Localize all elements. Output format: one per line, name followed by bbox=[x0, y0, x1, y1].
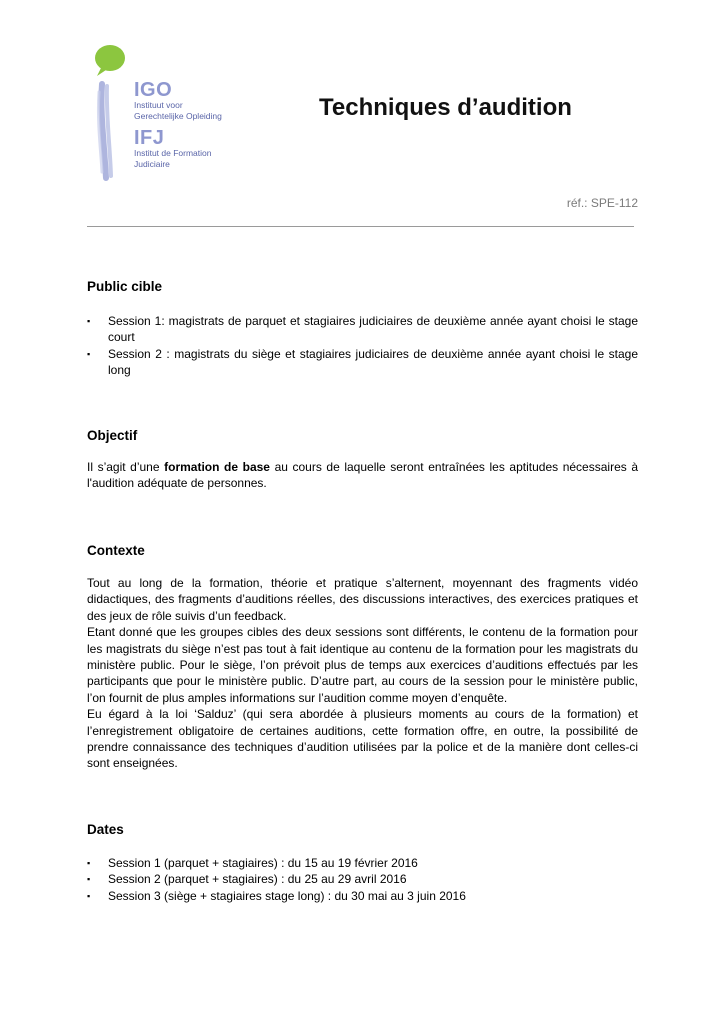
bullet-icon: ▪ bbox=[87, 316, 91, 326]
section-objectif bbox=[87, 428, 638, 492]
section-contexte bbox=[87, 543, 638, 772]
list-item: ▪ Session 2 (parquet + stagiaires) : du 25 au 29 avril 2016 bbox=[87, 872, 407, 887]
header-divider bbox=[87, 226, 634, 227]
audience-list bbox=[87, 313, 638, 379]
objectif-text: Il s’agit d’une formation de base au cours de laquelle seront entraînées les aptitudes nécessaires à l'audition adéquate de personnes. bbox=[87, 460, 638, 491]
logo-text bbox=[134, 80, 222, 176]
page-title: Techniques d’audition bbox=[319, 94, 572, 121]
paragraph: Etant donné que les groupes cibles des deux sessions sont différents, le contenu de la formation pour les magistrats du siège n’est pas tout à fait identique au contenu de la formation pour les magistrats du ministère public. Pour le siège, l’on prévoit plus de temps aux exercices d’auditions effectués par les participants que pour le ministère public. D’autre part, au cours de la session pour le ministère public, l’on fournit de plus amples informations sur l’audition comme moyen d’enquête. bbox=[87, 625, 638, 705]
dates-list bbox=[87, 855, 638, 904]
igo-ifj-logo bbox=[92, 42, 242, 182]
list-item: ▪ Session 1: magistrats de parquet et stagiaires judiciaires de deuxième année ayant choisi le stage court bbox=[87, 314, 638, 345]
section-heading: Public cible bbox=[87, 279, 163, 294]
list-item: ▪ Session 2 : magistrats du siège et stagiaires judiciaires de deuxième année ayant choisi le stage long bbox=[87, 346, 638, 378]
list-item: ▪ Session 3 (siège + stagiaires stage long) : du 30 mai au 3 juin 2016 bbox=[87, 888, 466, 903]
section-heading: Contexte bbox=[87, 543, 145, 558]
logo-igo: IGO bbox=[134, 79, 173, 101]
reference-code: réf.: SPE-112 bbox=[566, 196, 638, 210]
section-heading: Dates bbox=[87, 822, 124, 837]
logo-ifj: IFJ bbox=[134, 127, 165, 149]
logo-ifj-name: Institut de Formation Judiciaire bbox=[134, 148, 212, 169]
section-public-cible bbox=[87, 279, 638, 379]
paragraph: Tout au long de la formation, théorie et pratique s’alternent, moyennant des fragments vidéo didactiques, des fragments d’auditions réelles, des discussions interactives, des exercices pratiques et des jeux de rôle suivis d’un feedback. bbox=[87, 576, 638, 623]
section-dates bbox=[87, 822, 638, 904]
bullet-icon: ▪ bbox=[87, 858, 91, 868]
bullet-icon: ▪ bbox=[87, 348, 91, 359]
bullet-icon: ▪ bbox=[87, 890, 91, 901]
bullet-icon: ▪ bbox=[87, 874, 91, 885]
list-item: ▪ Session 1 (parquet + stagiaires) : du 15 au 19 février 2016 bbox=[87, 856, 418, 870]
contexte-body bbox=[87, 575, 638, 772]
section-heading: Objectif bbox=[87, 428, 138, 443]
logo-igo-name: Instituut voor Gerechtelijke Opleiding bbox=[134, 100, 222, 121]
emphasis-text: formation de base bbox=[164, 460, 270, 474]
paragraph: Eu égard à la loi ‘Salduz’ (qui sera abordée à plusieurs moments au cours de la formation) et l’enregistrement obligatoire de certaines auditions, cette formation offre, en outre, la possibilité de prendre connaissance des techniques d’audition utilisées par la police et de la manière dont celles-ci sont enseignées. bbox=[87, 707, 638, 771]
